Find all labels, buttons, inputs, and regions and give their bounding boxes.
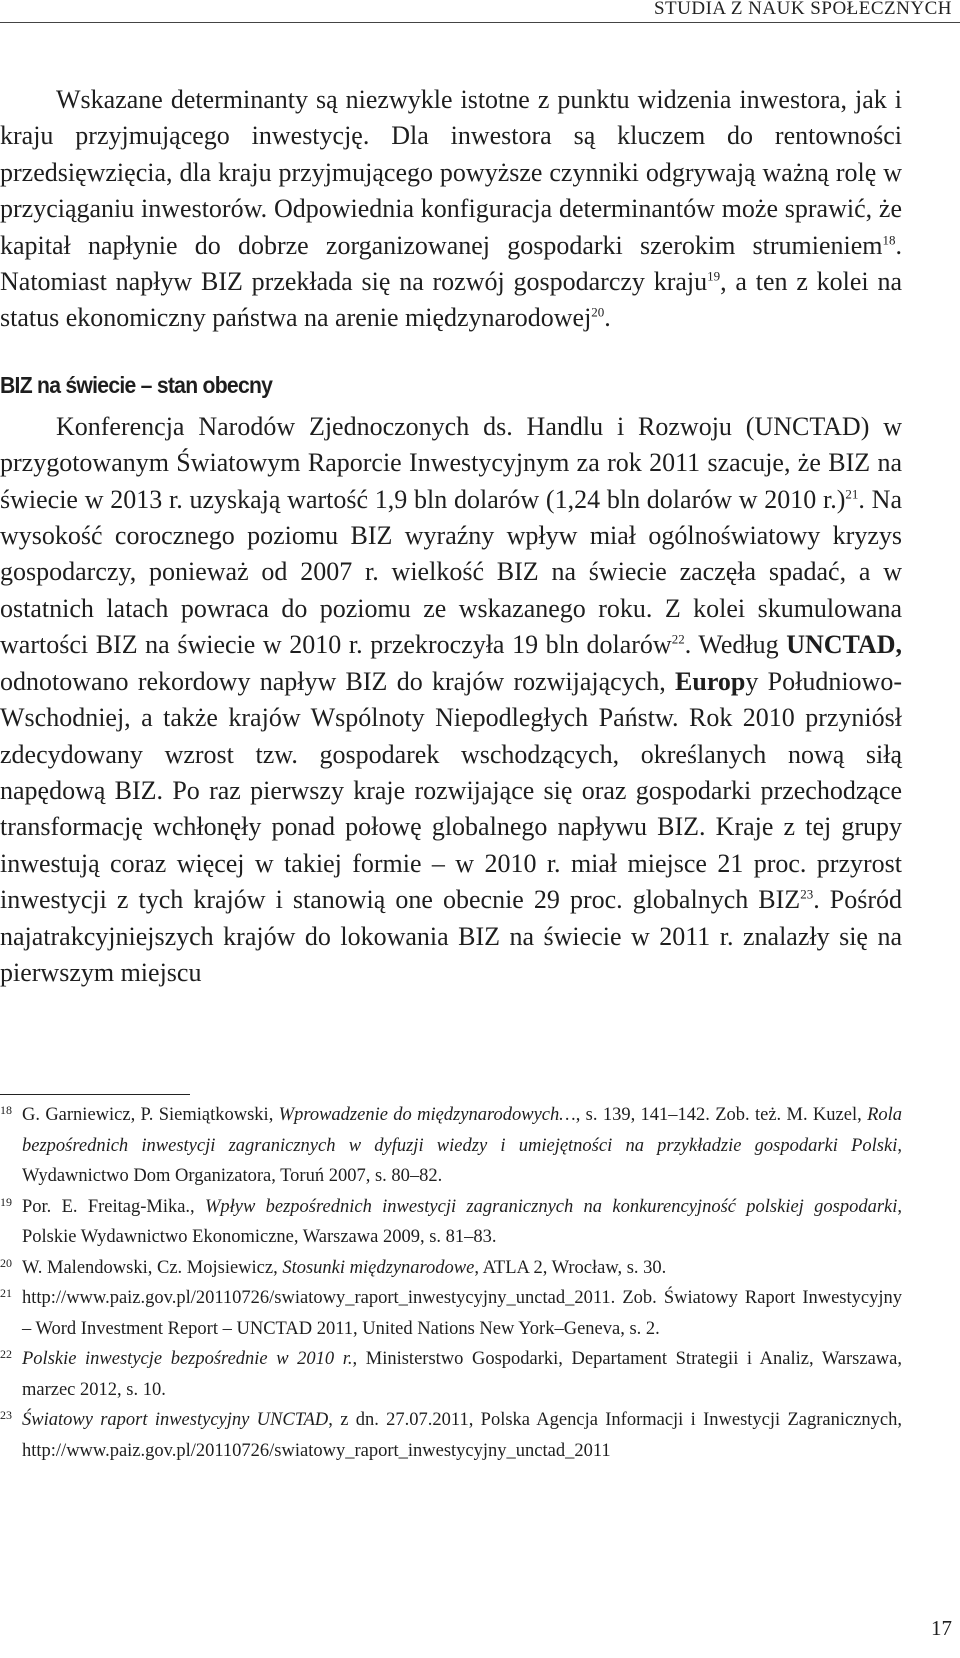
- p2-text-a: Konferencja Narodów Zjednoczonych ds. Handlu i Rozwoju (UNCTAD) w przygotowanym Światowym Raporcie Inwestycyjnym za rok 2011 szacuje, że BIZ na świecie w 2013 r. uzyskają wartość 1,9 bln dolarów (1,24 bln dolarów w 2010 r.): [0, 411, 902, 514]
- p1-text-d: .: [604, 303, 611, 333]
- footnote-23: [0, 1405, 902, 1466]
- footnote-19: [0, 1192, 902, 1253]
- fn-title: Stosunki międzynarodowe: [282, 1257, 475, 1278]
- footnote-ref-19[interactable]: 19: [707, 268, 721, 284]
- fn-title: Światowy raport inwestycyjny UNCTAD: [22, 1410, 329, 1430]
- p2-text-d: odnotowano rekordowy napływ BIZ do krajów rozwijających,: [0, 666, 676, 696]
- fn-text: Por. E. Freitag-Mika.,: [22, 1196, 205, 1217]
- p2-bold-europ: Europ: [675, 666, 746, 696]
- p2-text-c: . Według: [684, 630, 787, 660]
- fn-text: , Ministerstwo Gospodarki, Departament Strategii i Analiz, Warszawa, marzec 2012, s. 10.: [22, 1349, 902, 1400]
- footnote-ref-23[interactable]: 23: [800, 886, 814, 902]
- main-text: [0, 82, 902, 991]
- fn-text: , z dn. 27.07.2011, Polska Agencja Informacji i Inwestycji Zagranicznych, http://www.paiz.gov.pl/20110726/swiatowy_raport_inwestycyjny_unctad_2011: [22, 1410, 902, 1461]
- p2-bold-unctad: UNCTAD,: [786, 630, 902, 660]
- fn-text: G. Garniewicz, P. Siemiątkowski,: [22, 1105, 279, 1125]
- footnotes: [0, 1100, 902, 1466]
- fn-text: , Polskie Wydawnictwo Ekonomiczne, Warszawa 2009, s. 81–83.: [22, 1196, 902, 1247]
- fn-title: Polskie inwestycje bezpośrednie w 2010 r.: [22, 1349, 353, 1369]
- fn-text: , Wydawnictwo Dom Organizatora, Toruń 2007, s. 80–82.: [22, 1135, 902, 1186]
- footnote-number: 19: [0, 1194, 12, 1209]
- fn-text: W. Malendowski, Cz. Mojsiewicz,: [22, 1257, 283, 1278]
- p2-text-b: . Na wysokość corocznego poziomu BIZ wyraźny wpływ miał ogólnoświatowy kryzys gospodarczy, ponieważ od 2007 r. wielkość BIZ na świecie zaczęła spadać, a w ostatnich latach powraca do poziomu ze wskazanego roku. Z kolei skumulowana wartości BIZ na świecie w 2010 r. przekroczyła 19 bln dolarów: [0, 484, 902, 660]
- footnote-number: 23: [0, 1408, 12, 1422]
- fn-text: http://www.paiz.gov.pl/20110726/swiatowy_raport_inwestycyjny_unctad_2011. Zob. Światowy Raport Inwestycyjny – Word Investment Report – UNCTAD 2011, United Nations New York–Geneva, s. 2.: [22, 1288, 902, 1339]
- footnote-number: 18: [0, 1103, 12, 1117]
- fn-title: Rola bezpośrednich inwestycji zagranicznych w dyfuzji wiedzy i umiejętności na przykładzie gospodarki Polski: [22, 1105, 903, 1156]
- footnote-22: [0, 1344, 902, 1405]
- fn-title: Wprowadzenie do międzynarodowych…: [278, 1105, 576, 1125]
- fn-title: Wpływ bezpośrednich inwestycji zagranicznych na konkurencyjność polskiej gospodarki: [204, 1196, 898, 1217]
- footnote-ref-18[interactable]: 18: [882, 231, 896, 247]
- p1-text-b: . Natomiast napływ BIZ przekłada się na rozwój gospodarczy kraju: [0, 230, 902, 297]
- footnote-20: [0, 1253, 902, 1284]
- section-heading: BIZ na świecie – stan obecny: [0, 371, 273, 398]
- footnote-number: 22: [0, 1347, 12, 1361]
- fn-text: , ATLA 2, Wrocław, s. 30.: [474, 1257, 667, 1278]
- footnote-ref-21[interactable]: 21: [845, 486, 859, 501]
- page-number: 17: [931, 1616, 952, 1640]
- p2-text-e: y Południowo-Wschodniej, a także krajów Wspólnoty Niepodległych Państw. Rok 2010 przyniósł zdecydowany wzrost tzw. gospodarek wschodzących, określanych nową siłą napędową BIZ. Po raz pierwszy kraje rozwijające się oraz gospodarki przechodzące transformację wchłonęły ponad połowę globalnego napływu BIZ. Kraje z tej grupy inwestują coraz więcej w takiej formie – w 2010 r. miał miejsce 21 proc. przyrost inwestycji z tych krajów i stanowią one obecnie 29 proc. globalnych BIZ: [0, 666, 902, 915]
- footnote-ref-22[interactable]: 22: [671, 631, 685, 647]
- p2-text-f: . Pośród najatrakcyjniejszych krajów do lokowania BIZ na świecie w 2011 r. znalazły się na pierwszym miejscu: [0, 885, 902, 987]
- footnote-18: [0, 1100, 902, 1192]
- header-rule: [0, 22, 960, 23]
- paragraph-2: [0, 409, 902, 992]
- p1-text-c: , a ten z kolei na status ekonomiczny państwa na arenie międzynarodowej: [0, 267, 902, 333]
- running-header: STUDIA Z NAUK SPOŁECZNYCH: [653, 0, 952, 19]
- footnote-ref-20[interactable]: 20: [591, 304, 605, 320]
- footnote-21: [0, 1283, 902, 1344]
- paragraph-1: [0, 82, 902, 337]
- p1-text-a: Wskazane determinanty są niezwykle istotne z punktu widzenia inwestora, jak i kraju przyjmującego inwestycję. Dla inwestora są kluczem do rentowności przedsięwzięcia, dla kraju przyjmującego powyższe czynniki odgrywają ważną rolę w przyciąganiu inwestorów. Odpowiednia konfiguracja determinantów może sprawić, że kapitał napłynie do dobrze zorganizowanej gospodarki szerokim strumieniem: [0, 85, 902, 260]
- footnote-number: 21: [0, 1286, 12, 1300]
- fn-text: , s. 139, 141–142. Zob. też. M. Kuzel,: [575, 1105, 868, 1125]
- footnote-separator: [0, 1094, 190, 1095]
- footnote-number: 20: [0, 1255, 12, 1270]
